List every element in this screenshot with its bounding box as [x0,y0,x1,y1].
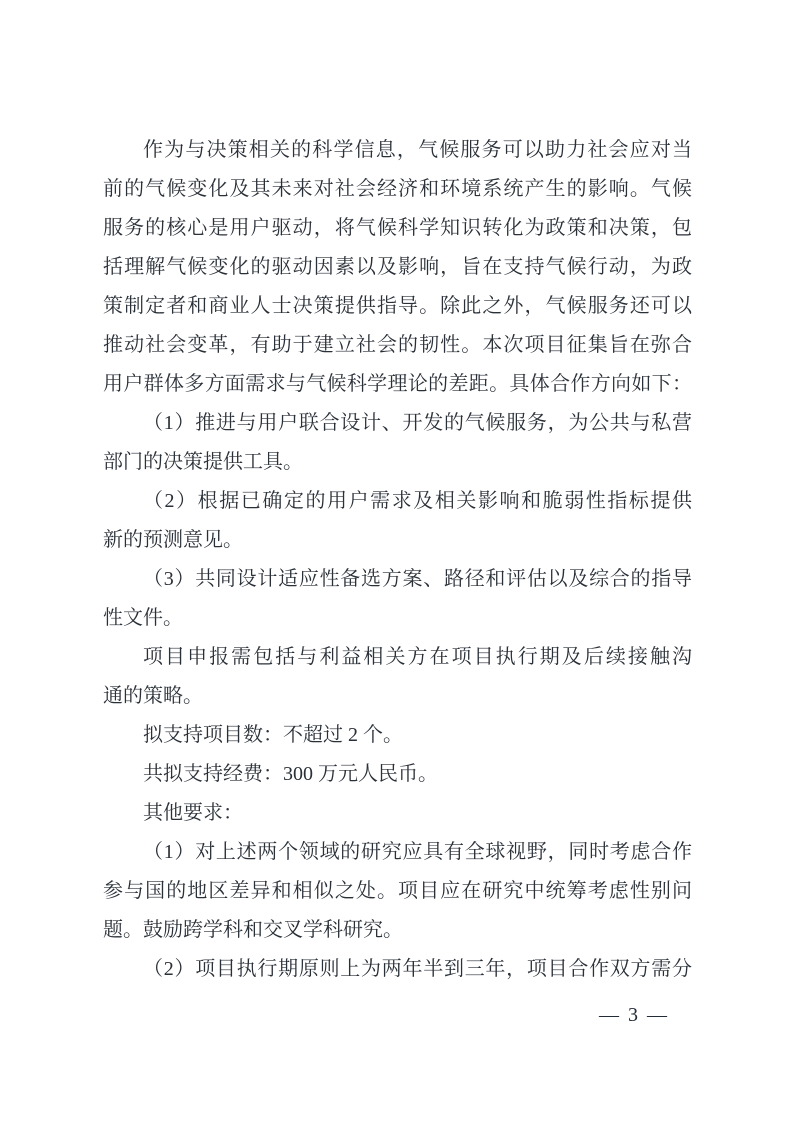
text-line: 服务的核心是用户驱动，将气候科学知识转化为政策和决策，包 [103,217,692,239]
text-line: 共拟支持经费：300 万元人民币。 [143,763,438,785]
text-line: 用户群体多方面需求与气候科学理论的差距。具体合作方向如下： [103,373,692,395]
text-line: （3）共同设计适应性备选方案、路径和评估以及综合的指导 [143,568,692,590]
text-line: 前的气候变化及其未来对社会经济和环境系统产生的影响。气候 [103,178,692,200]
text-line: 部门的决策提供工具。 [103,451,303,473]
text-line: 作为与决策相关的科学信息，气候服务可以助力社会应对当 [143,139,692,161]
text-line: 题。鼓励跨学科和交叉学科研究。 [103,919,403,941]
text-line: 项目申报需包括与利益相关方在项目执行期及后续接触沟 [143,646,692,668]
text-line: 策制定者和商业人士决策提供指导。除此之外，气候服务还可以 [103,295,692,317]
text-line: （2）根据已确定的用户需求及相关影响和脆弱性指标提供 [143,490,692,512]
text-line: 拟支持项目数：不超过 2 个。 [143,724,403,746]
page-number: — 3 — [599,1004,669,1026]
text-line: 参与国的地区差异和相似之处。项目应在研究中统筹考虑性别问 [103,880,692,902]
text-line: 性文件。 [103,607,183,629]
text-line: （1）推进与用户联合设计、开发的气候服务，为公共与私营 [143,412,692,434]
text-line: 括理解气候变化的驱动因素以及影响，旨在支持气候行动，为政 [103,256,692,278]
text-line: 新的预测意见。 [103,529,243,551]
text-line: 其他要求： [143,802,243,824]
text-line: （2）项目执行期原则上为两年半到三年，项目合作双方需分 [143,958,692,980]
text-line: （1）对上述两个领域的研究应具有全球视野，同时考虑合作 [143,841,692,863]
text-line: 通的策略。 [103,685,203,707]
document-body [103,131,692,989]
text-line: 推动社会变革，有助于建立社会的韧性。本次项目征集旨在弥合 [103,334,692,356]
